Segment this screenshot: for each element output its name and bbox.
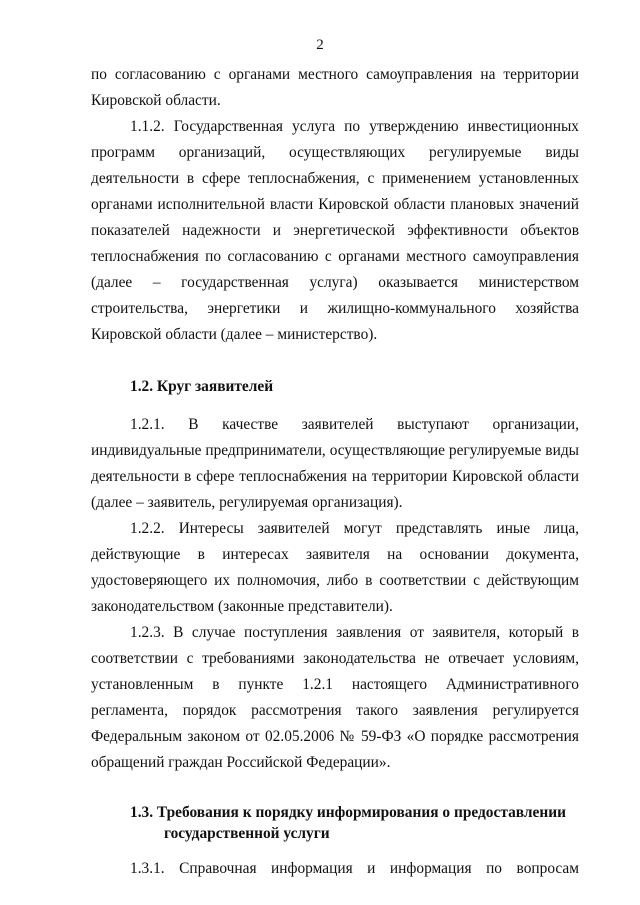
paragraph-1-2-1: 1.2.1. В качестве заявителей выступают организации, индивидуальные предприниматели, осуществляющие регулируемые виды деятельности в сфере теплоснабжения на территории Кировской области (далее – заявитель, регулируемая организация). (91, 416, 579, 511)
section-heading-1-3: 1.3. Требования к порядку информирования о предоставлении государственной услуги (130, 804, 566, 842)
paragraph-1-2-2: 1.2.2. Интересы заявителей могут представлять иные лица, действующие в интересах заявителя на основании документа, удостоверяющего их полномочия, либо в соответствии с действующим законодательством (законные представители). (91, 520, 579, 615)
page-number: 2 (316, 37, 324, 53)
paragraph-continuation: по согласованию с органами местного самоуправления на территории Кировской области. (91, 66, 579, 109)
paragraph-1-1-2: 1.1.2. Государственная услуга по утверждению инвестиционных программ организаций, осуществляющих регулируемые виды деятельности в сфере теплоснабжения, с применением установленных органами исполнительной власти Кировской области плановых значений показателей надежности и энергетической эффективности объектов теплоснабжения по согласованию с органами местного самоуправления (далее – государственная услуга) оказывается министерством строительства, энергетики и жилищно-коммунального хозяйства Кировской области (далее – министерство). (91, 118, 579, 343)
paragraph-1-3-1: 1.3.1. Справочная информация и информация по вопросам (130, 860, 579, 877)
paragraph-1-2-3: 1.2.3. В случае поступления заявления от заявителя, который в соответствии с требованиями законодательства не отвечает условиям, установленным в пункте 1.2.1 настоящего Административного регламента, порядок рассмотрения такого заявления регулируется Федеральным законом от 02.05.2006 № 59-ФЗ «О порядке рассмотрения обращений граждан Российской Федерации». (91, 624, 579, 771)
section-heading-1-2: 1.2. Круг заявителей (130, 378, 274, 395)
document-body (91, 62, 579, 882)
